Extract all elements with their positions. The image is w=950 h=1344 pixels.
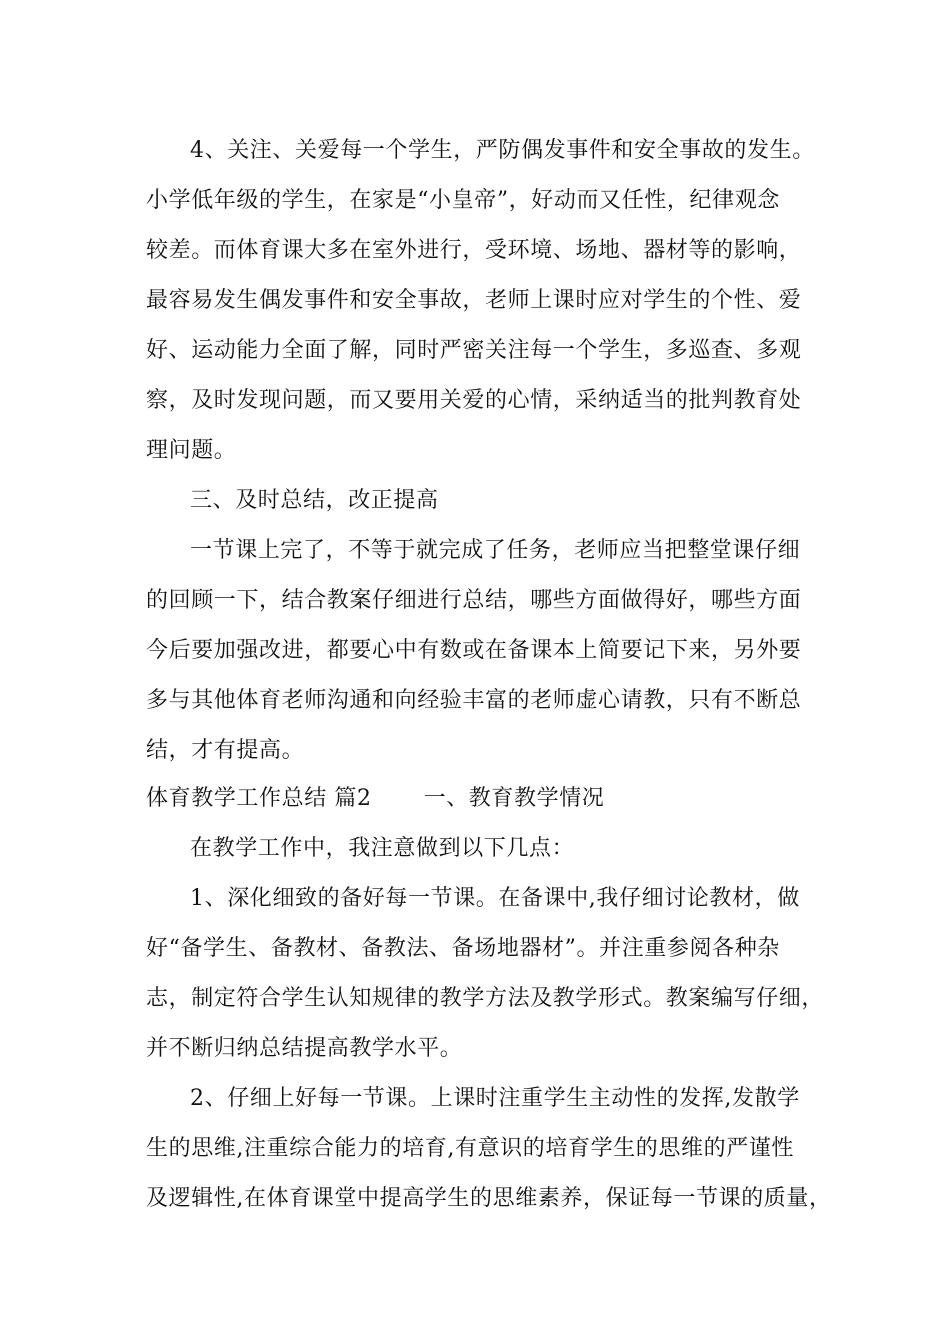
paragraph-line: 较差。而体育课大多在室外进行，受环境、场地、器材等的影响，	[146, 238, 802, 263]
paragraph-line: 多与其他体育老师沟通和向经验丰富的老师虚心请教，只有不断总	[146, 688, 802, 713]
paragraph-line: 志，制定符合学生认知规律的教学方法及教学形式。教案编写仔细，	[146, 986, 825, 1011]
paragraph-line: 理问题。	[146, 438, 237, 463]
paragraph-line: 1、深化细致的备好每一节课。在备课中,我仔细讨论教材，做	[190, 886, 800, 911]
section-subtitle: 一、教育教学情况	[423, 786, 605, 811]
section-title: 体育教学工作总结 篇2	[146, 786, 372, 811]
paragraph-line: 生的思维,注重综合能力的培育,有意识的培育学生的思维的严谨性	[146, 1136, 794, 1161]
paragraph-line: 在教学工作中，我注意做到以下几点：	[190, 836, 575, 861]
section-heading	[146, 784, 604, 814]
paragraph-line: 好“备学生、备教材、备教法、备场地器材”。并注重参阅各种杂	[146, 936, 780, 961]
paragraph-line: 好、运动能力全面了解，同时严密关注每一个学生，多巡查、多观	[146, 338, 802, 363]
paragraph-line: 及逻辑性,在体育课堂中提高学生的思维素养，保证每一节课的质量，	[146, 1186, 832, 1211]
paragraph-line: 最容易发生偶发事件和安全事故，老师上课时应对学生的个性、爱	[146, 288, 802, 313]
paragraph-line: 小学低年级的学生，在家是“小皇帝”，好动而又任性，纪律观念	[146, 188, 780, 213]
paragraph-line: 4、关注、关爱每一个学生，严防偶发事件和安全事故的发生。	[190, 138, 815, 163]
paragraph-line: 察，及时发现问题，而又要用关爱的心情，采纳适当的批判教育处	[146, 388, 802, 413]
paragraph-line: 结，才有提高。	[146, 738, 305, 763]
paragraph-line: 的回顾一下，结合教案仔细进行总结，哪些方面做得好，哪些方面	[146, 588, 802, 613]
paragraph-line: 并不断归纳总结提高教学水平。	[146, 1036, 463, 1061]
paragraph-line: 今后要加强改进，都要心中有数或在备课本上简要记下来，另外要	[146, 638, 802, 663]
paragraph-line: 2、仔细上好每一节课。上课时注重学生主动性的发挥,发散学	[190, 1086, 800, 1111]
subheading: 三、及时总结，改正提高	[190, 488, 439, 513]
paragraph-line: 一节课上完了，不等于就完成了任务，老师应当把整堂课仔细	[190, 538, 801, 563]
